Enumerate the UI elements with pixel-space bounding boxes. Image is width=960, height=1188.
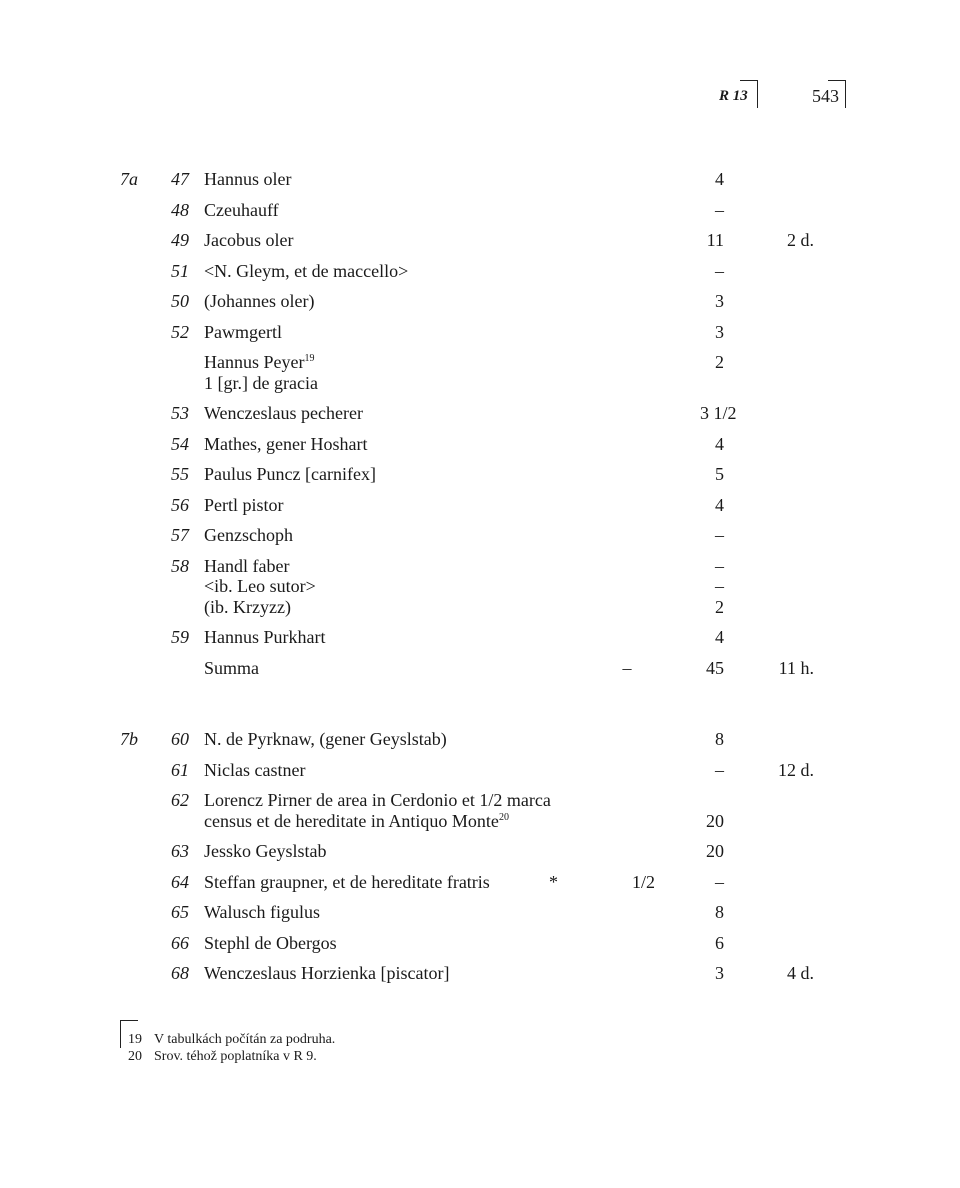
table-row [0, 902, 960, 923]
table-row [0, 841, 960, 862]
entry-line-text: census et de hereditate in Antiquo Monte [204, 810, 499, 831]
entry-line [204, 291, 314, 312]
table-row [0, 525, 960, 546]
footnote-text: Srov. téhož poplatníka v R 9. [154, 1049, 317, 1064]
entry-number: 48 [171, 199, 189, 220]
value-groschen: – [715, 555, 724, 576]
value-groschen: 2 [715, 596, 724, 617]
table-row [0, 434, 960, 455]
entry-line [204, 933, 337, 954]
summa-denarii: 11 h. [778, 657, 814, 678]
entry-number: 63 [171, 841, 189, 861]
table-row [0, 790, 960, 831]
table-row [0, 627, 960, 648]
entry-line [204, 230, 293, 251]
value-groschen: 4 [715, 494, 724, 515]
entry-line-text: Hannus Peyer [204, 352, 305, 372]
entry-number: 58 [171, 555, 189, 576]
entry-number: 65 [171, 902, 189, 922]
entry-text [204, 261, 408, 282]
entry-number: 55 [171, 464, 189, 484]
summa-groschen: 45 [706, 657, 724, 678]
entry-text [204, 291, 314, 312]
header-corner-rule [828, 80, 846, 108]
entry-line [204, 556, 316, 577]
entry-line-text: Wenczeslaus Horzienka [piscator] [204, 963, 450, 983]
entry-line-text: <ib. Leo sutor> [204, 576, 316, 596]
entry-line-text: Czeuhauff [204, 199, 279, 220]
asterisk-mark: * [549, 871, 558, 892]
table-row [0, 963, 960, 984]
entry-line-text: Wenczeslaus pecherer [204, 403, 363, 423]
footnote-ref: 19 [304, 353, 315, 364]
table-row [0, 729, 960, 750]
entry-text [204, 525, 293, 546]
entry-line [204, 627, 325, 648]
entry-number: 50 [171, 291, 189, 311]
table-row [0, 872, 960, 893]
entry-text [204, 872, 490, 893]
entry-line-text: Stephl de Obergos [204, 932, 337, 953]
entry-line [204, 261, 408, 282]
value-marks: 1/2 [632, 871, 656, 892]
entry-number: 62 [171, 790, 189, 810]
entry-line-text: Mathes, gener Hoshart [204, 433, 368, 454]
footnote [120, 1031, 720, 1048]
value-groschen: 8 [715, 902, 724, 922]
table-row [0, 352, 960, 393]
entry-line-text: Hannus Purkhart [204, 627, 326, 647]
entry-number: 66 [171, 932, 189, 953]
entry-text [204, 556, 316, 618]
running-header [0, 80, 960, 110]
entry-line [204, 464, 376, 485]
table-row [0, 230, 960, 251]
entry-line-text: Steffan graupner, et de hereditate fratris [204, 871, 490, 892]
value-groschen: 3 [715, 321, 724, 342]
header-corner-rule [740, 80, 758, 108]
entry-line [204, 841, 327, 862]
footnote-number: 20 [128, 1049, 142, 1064]
value-groschen: – [715, 525, 724, 545]
entry-line [204, 525, 293, 546]
value-groschen: 4 [715, 433, 724, 454]
table-row [0, 760, 960, 781]
value-groschen: – [715, 759, 724, 780]
table-row [0, 403, 960, 424]
entry-text [204, 729, 447, 750]
entry-text [204, 790, 551, 831]
entry-line [204, 495, 284, 516]
value-groschen: 3 1/2 [700, 403, 737, 423]
entry-text [204, 322, 282, 343]
entry-line [204, 352, 318, 373]
entry-text [204, 760, 305, 781]
entry-text [204, 464, 376, 485]
table-row [0, 291, 960, 312]
entry-number: 68 [171, 963, 189, 983]
entry-text [204, 200, 279, 221]
entry-number: 57 [171, 525, 189, 545]
entry-line [204, 872, 490, 893]
entry-line [204, 200, 279, 221]
summa-row [0, 658, 960, 679]
value-groschen: – [715, 199, 724, 220]
table-row [0, 495, 960, 516]
entry-line [204, 403, 363, 424]
entry-line [204, 963, 449, 984]
entry-number: 53 [171, 403, 189, 423]
value-groschen: 4 [715, 169, 724, 189]
table-row [0, 933, 960, 954]
table-row [0, 556, 960, 618]
value-denarii: 2 d. [787, 230, 814, 250]
entry-text [204, 169, 291, 190]
document-code: R 13 [719, 88, 748, 104]
entry-text [204, 902, 320, 923]
value-groschen: 20 [706, 841, 724, 861]
value-groschen: 2 [715, 352, 724, 372]
entry-text [204, 434, 367, 455]
entry-line-text: <N. Gleym, et de maccello> [204, 260, 409, 281]
section-label: 7b [120, 729, 138, 749]
value-groschen: 4 [715, 627, 724, 647]
entry-text [204, 403, 363, 424]
entry-line-text: Handl faber [204, 555, 290, 576]
entry-number: 59 [171, 627, 189, 647]
summa-marks: – [622, 657, 632, 678]
value-groschen: – [715, 576, 724, 596]
entry-line: Summa [204, 657, 260, 678]
entry-line-text: Jacobus oler [204, 230, 294, 250]
value-groschen: 3 [715, 291, 724, 311]
entry-number: 49 [171, 230, 189, 250]
page-number: 543 [812, 86, 839, 106]
entry-line [204, 811, 551, 832]
footnote-ref: 20 [498, 811, 509, 823]
entry-line-text: Genzschoph [204, 525, 293, 545]
entry-line-text: Jessko Geyslstab [204, 841, 327, 861]
value-groschen: – [715, 871, 724, 892]
entry-line-text: Walusch figulus [204, 902, 321, 922]
table-row [0, 464, 960, 485]
value-groschen: 5 [715, 464, 724, 484]
entry-text [204, 933, 337, 954]
table-row [0, 322, 960, 343]
entry-line [204, 729, 447, 750]
entry-line [204, 434, 367, 455]
value-denarii: 4 d. [787, 963, 814, 983]
entry-line-text: Niclas castner [204, 759, 306, 780]
entry-text [204, 841, 327, 862]
entry-text [204, 352, 318, 393]
value-groschen: 8 [715, 729, 724, 749]
entry-line-text: 1 [gr.] de gracia [204, 372, 318, 393]
table-row [0, 200, 960, 221]
section-7a [0, 169, 960, 678]
entry-line [204, 322, 282, 343]
entry-text [204, 230, 293, 251]
entry-text [204, 495, 284, 516]
entry-line-text: Lorencz Pirner de area in Cerdonio et 1/2 marca [204, 790, 551, 810]
footnote-number: 19 [128, 1032, 142, 1047]
entry-number: 54 [171, 433, 189, 454]
entry-line [204, 790, 551, 811]
entry-text [204, 627, 325, 648]
entry-text [204, 963, 449, 984]
entry-line-text: Paulus Puncz [carnifex] [204, 464, 376, 484]
entry-line [204, 902, 320, 923]
value-groschen: 6 [715, 932, 724, 953]
entry-number: 61 [171, 759, 189, 780]
entry-line-text: (Johannes oler) [204, 291, 315, 311]
value-denarii: 12 d. [778, 759, 814, 780]
entry-line [204, 597, 316, 618]
footnote-text: V tabulkách počítán za podruha. [154, 1032, 336, 1047]
entry-number: 47 [171, 169, 189, 189]
value-groschen: 3 [715, 963, 724, 983]
entry-line-text: Hannus oler [204, 169, 292, 189]
entry-number: 60 [171, 729, 189, 749]
entry-line-text: (ib. Krzyzz) [204, 596, 291, 617]
section-7b [0, 729, 960, 994]
entry-line-text: Pertl pistor [204, 494, 284, 515]
value-groschen: – [715, 260, 724, 281]
value-groschen: 20 [706, 810, 724, 831]
table-row [0, 169, 960, 190]
entry-number: 51 [171, 260, 189, 281]
summa-label [204, 658, 259, 679]
entry-number: 56 [171, 494, 189, 515]
entry-line-text: Pawmgertl [204, 321, 282, 342]
entry-line [204, 169, 291, 190]
entry-number: 64 [171, 871, 189, 892]
entry-number: 52 [171, 321, 189, 342]
table-row [0, 261, 960, 282]
section-label: 7a [120, 169, 138, 189]
entry-line [204, 760, 305, 781]
entry-line [204, 576, 316, 597]
entry-line-text: N. de Pyrknaw, (gener Geyslstab) [204, 729, 447, 749]
value-groschen: 11 [706, 230, 724, 250]
footnote [120, 1048, 720, 1065]
entry-line [204, 373, 318, 394]
